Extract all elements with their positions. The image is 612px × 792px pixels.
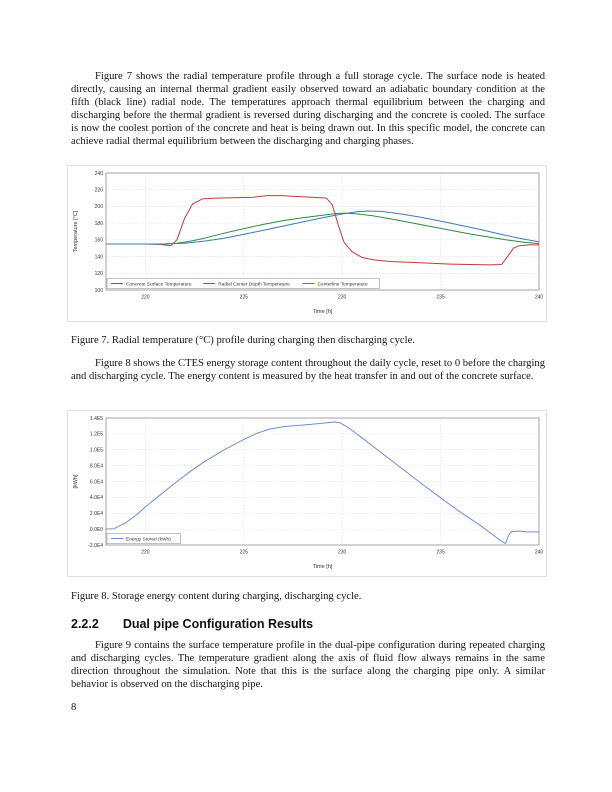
- svg-text:230: 230: [338, 549, 347, 556]
- svg-text:180: 180: [94, 220, 103, 227]
- svg-text:160: 160: [94, 237, 103, 244]
- figure8-caption: Figure 8. Storage energy content during charging, discharging cycle.: [71, 591, 362, 603]
- svg-text:Time [h]: Time [h]: [312, 564, 333, 571]
- svg-text:240: 240: [534, 294, 544, 301]
- svg-text:Centerline Temperature: Centerline Temperature: [317, 281, 368, 287]
- paragraph-figure7-description: Figure 7 shows the radial temperature profile through a full storage cycle. The surface node is heated directly, causing an internal thermal gradient easily observed toward an adiabatic boundary condition at the fifth (black line) radial node. The temperatures approach thermal equilibrium between the charging and discharging before the thermal gradient is reversed during discharging and the concrete is cooled. The surface is now the coolest portion of the concrete and heat is being drawn out. In this specific model, the concrete can achieve radial thermal equilibrium between the discharging and charging phases.: [71, 71, 545, 147]
- figure7-caption: Figure 7. Radial temperature (°C) profile during charging then discharging cycle.: [71, 334, 415, 346]
- paragraph-figure9-description: Figure 9 contains the surface temperature profile in the dual-pipe configuration during repeated charging and discharging cycles. The temperature gradient along the axis of fluid flow always remains in the same direction throughout the simulation. Note that this is the surface along the charging pipe only. A similar behavior is observed on the discharging pipe.: [71, 639, 545, 690]
- line-chart-svg: [68, 166, 546, 316]
- svg-text:240: 240: [534, 549, 544, 556]
- section-heading-2-2-2: [71, 617, 545, 631]
- svg-text:Temperature [°C]: Temperature [°C]: [73, 210, 79, 252]
- svg-text:1.2E5: 1.2E5: [89, 431, 103, 438]
- svg-text:235: 235: [436, 294, 445, 301]
- svg-text:4.0E4: 4.0E4: [89, 495, 103, 502]
- section-title: Dual pipe Configuration Results: [122, 616, 314, 631]
- plot-area: [106, 173, 539, 290]
- svg-text:220: 220: [94, 187, 103, 194]
- svg-text:Energy Stored (kWh): Energy Stored (kWh): [126, 537, 171, 543]
- svg-text:6.0E4: 6.0E4: [89, 479, 103, 486]
- svg-text:120: 120: [94, 270, 103, 277]
- svg-text:0.0E0: 0.0E0: [89, 527, 103, 534]
- svg-text:225: 225: [239, 294, 248, 301]
- svg-text:2.0E4: 2.0E4: [89, 511, 103, 518]
- page-number: 8: [71, 702, 77, 714]
- figure7-chart: [67, 165, 547, 322]
- svg-text:Radial Center Depth Temperatur: Radial Center Depth Temperature: [218, 281, 290, 287]
- svg-text:220: 220: [141, 549, 150, 556]
- svg-text:1.0E5: 1.0E5: [89, 447, 103, 454]
- svg-text:8.0E4: 8.0E4: [89, 463, 103, 470]
- svg-text:225: 225: [239, 549, 248, 556]
- figure8-chart: [67, 410, 547, 577]
- svg-text:220: 220: [141, 294, 150, 301]
- svg-text:100: 100: [94, 287, 103, 294]
- svg-text:140: 140: [94, 253, 103, 260]
- figure8-figure: [71, 410, 545, 577]
- paragraph-figure8-description: Figure 8 shows the CTES energy storage content throughout the daily cycle, reset to 0 before the charging and discharging cycle. The energy content is measured by the heat transfer in and out of the concrete surface.: [71, 358, 545, 383]
- figure7-figure: [71, 165, 545, 322]
- section-number: 2.2.2: [71, 616, 99, 631]
- line-chart-svg: [68, 411, 546, 571]
- svg-text:-2.0E4: -2.0E4: [88, 542, 103, 549]
- svg-text:Time [h]: Time [h]: [312, 308, 333, 315]
- svg-text:1.4E5: 1.4E5: [89, 415, 103, 422]
- svg-text:235: 235: [436, 549, 445, 556]
- svg-text:200: 200: [94, 203, 103, 210]
- svg-text:240: 240: [94, 170, 103, 177]
- svg-text:230: 230: [338, 294, 347, 301]
- svg-text:Concrete Surface Temperature: Concrete Surface Temperature: [126, 281, 192, 287]
- svg-text:[kWh]: [kWh]: [73, 474, 79, 489]
